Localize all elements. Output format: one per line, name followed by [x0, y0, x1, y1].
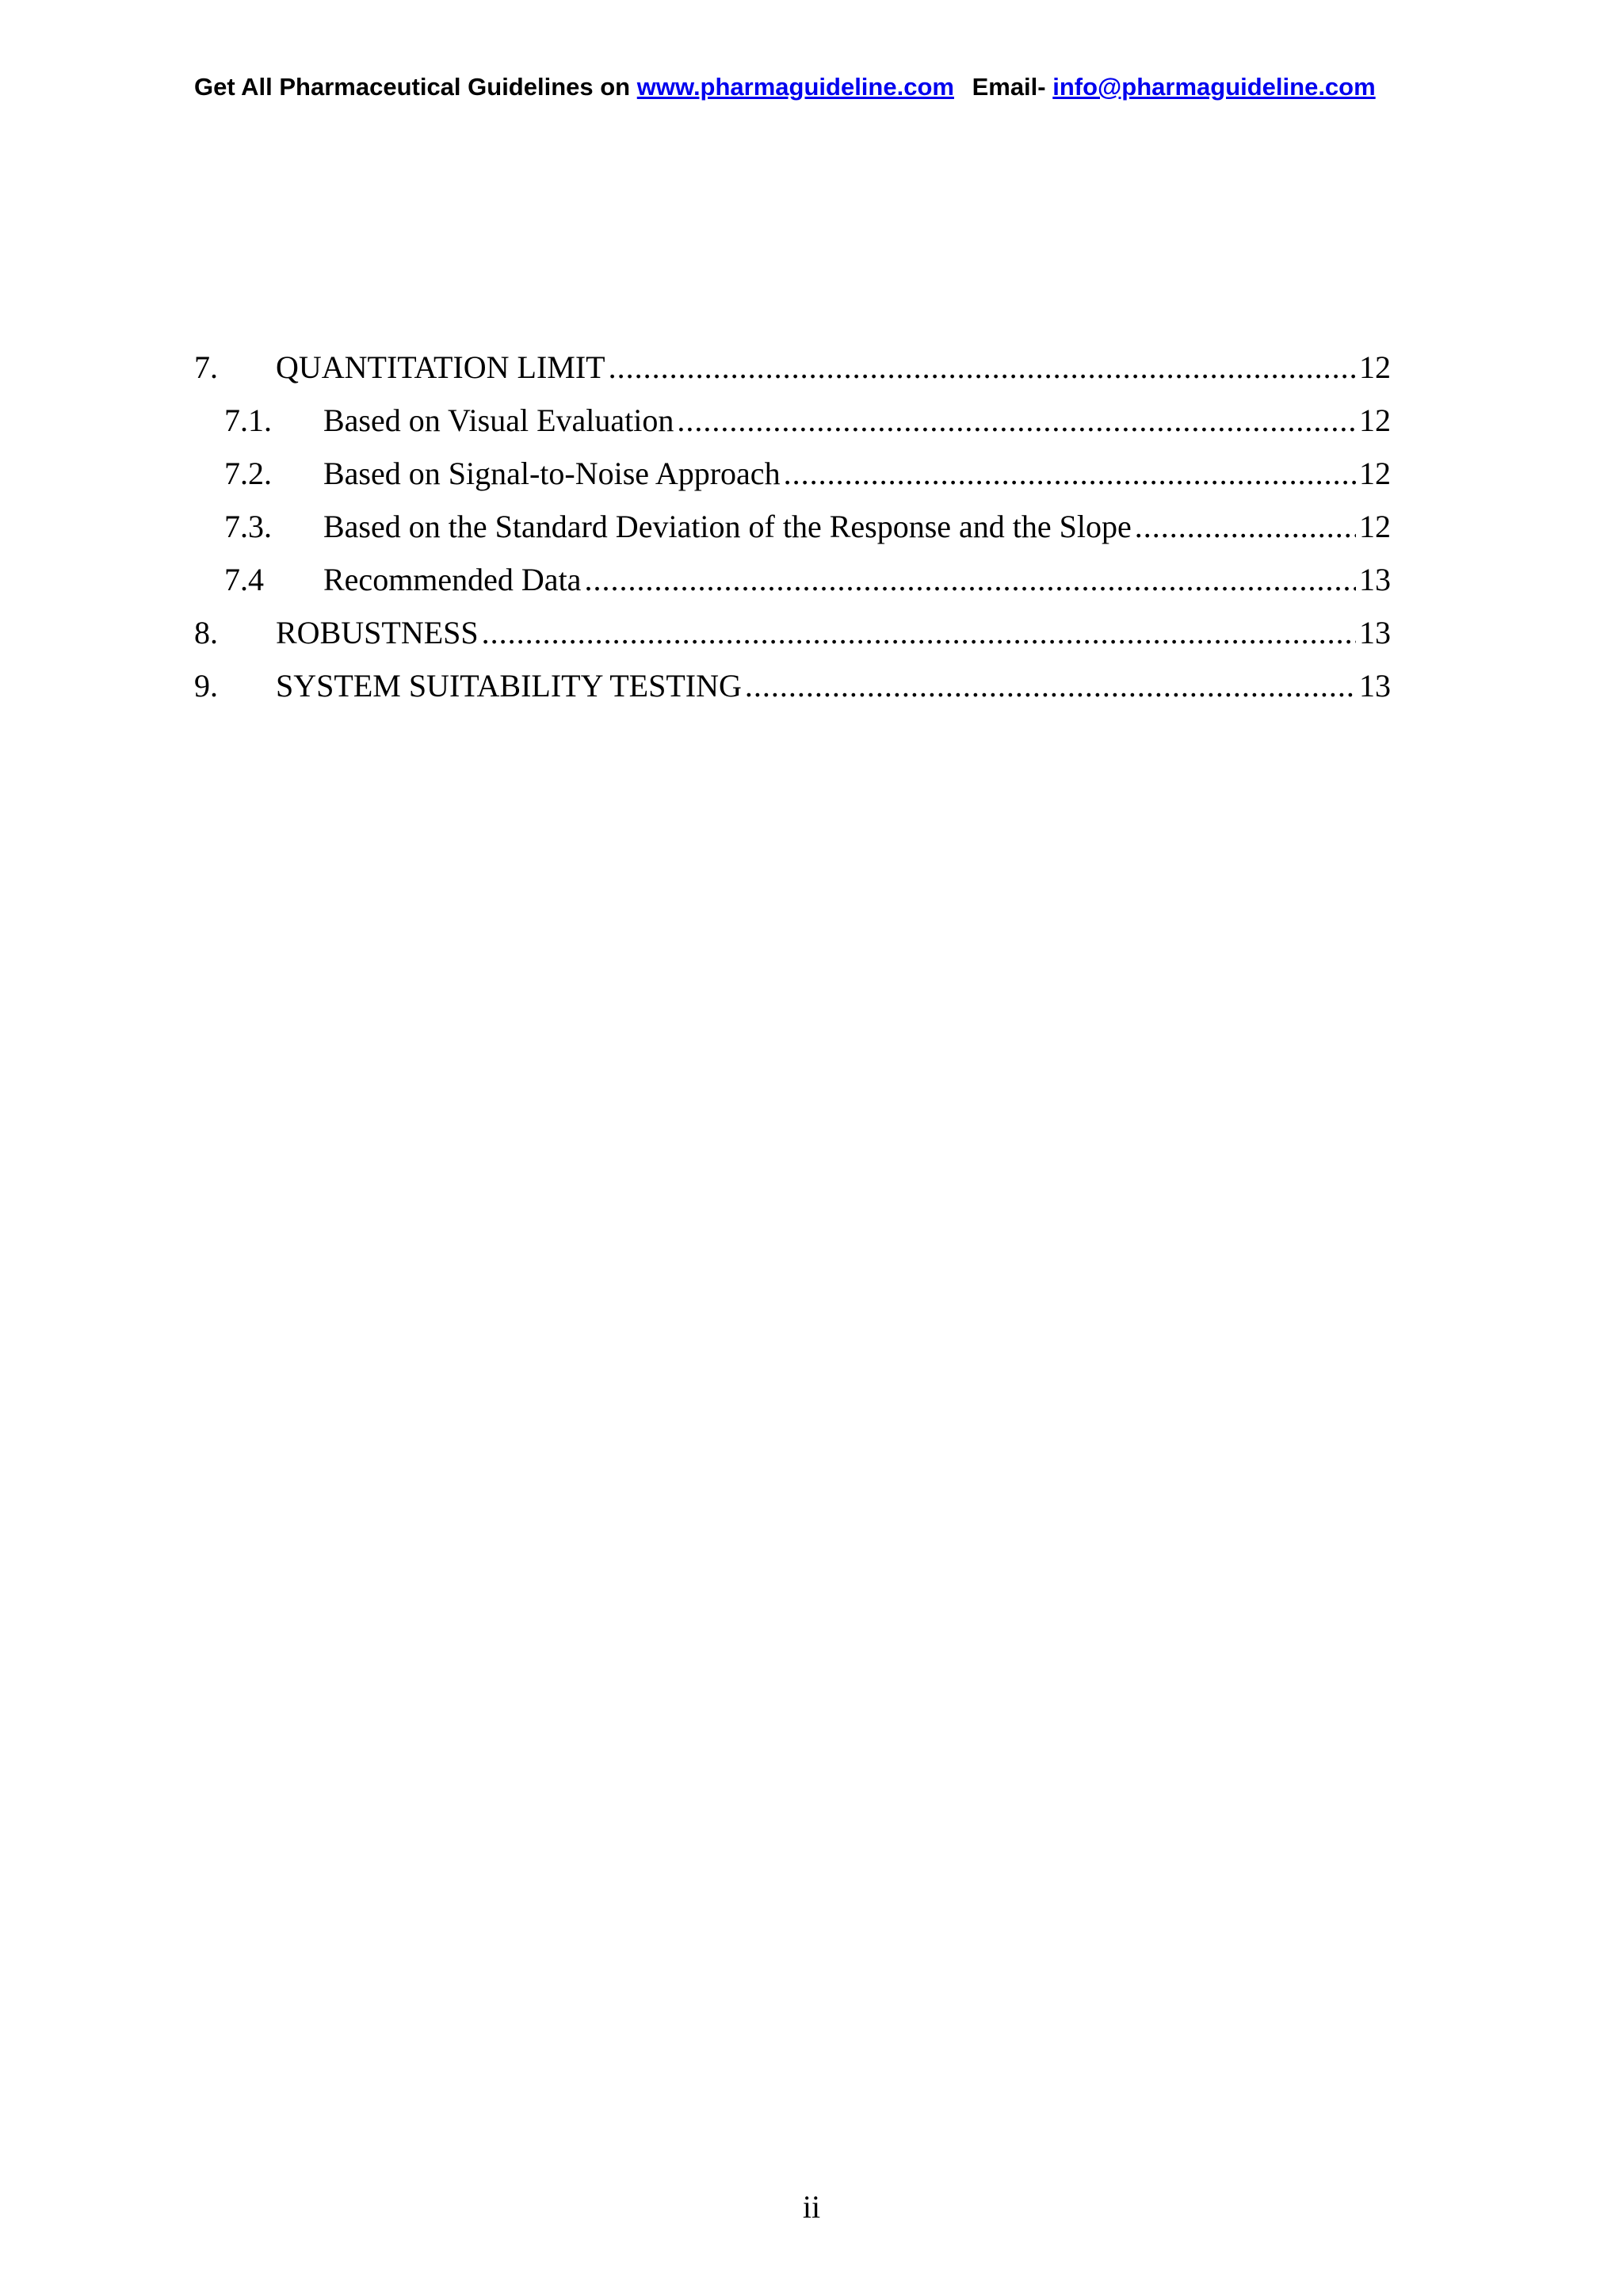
toc-entry-page: 13 — [1359, 668, 1391, 704]
toc-entry-8[interactable] — [194, 614, 1391, 667]
toc-entry-number: 9. — [194, 668, 218, 704]
toc-entry-number: 7.4 — [224, 562, 264, 597]
toc-entry-page: 12 — [1359, 349, 1391, 385]
toc-entry-number: 7.1. — [224, 402, 272, 438]
toc-entry-7-2[interactable] — [194, 455, 1391, 508]
toc-entry-number: 8. — [194, 615, 218, 650]
toc-entry-page: 12 — [1359, 509, 1391, 544]
toc-entry-title: ROBUSTNESS — [276, 615, 479, 650]
toc-entry-title: Based on the Standard Deviation of the Response and the Slope — [323, 509, 1132, 544]
toc-entry-number: 7.3. — [224, 509, 272, 544]
email-label: Email- — [972, 73, 1046, 101]
toc-entry-page: 13 — [1359, 562, 1391, 597]
toc-entry-title: Recommended Data — [323, 562, 582, 597]
toc-entry-7[interactable] — [194, 349, 1391, 402]
table-of-contents — [194, 349, 1391, 720]
toc-entry-page: 12 — [1359, 456, 1391, 491]
toc-entry-9[interactable] — [194, 667, 1391, 720]
header-prefix: Get All Pharmaceutical Guidelines on — [194, 73, 631, 101]
website-link[interactable]: www.pharmaguideline.com — [636, 73, 954, 101]
toc-entry-number: 7. — [194, 349, 218, 385]
toc-leader-dots — [677, 402, 1356, 439]
toc-entry-number: 7.2. — [224, 456, 272, 491]
toc-leader-dots — [1135, 508, 1356, 545]
toc-entry-title: Based on Visual Evaluation — [323, 402, 674, 438]
toc-entry-title: SYSTEM SUITABILITY TESTING — [276, 668, 742, 704]
toc-entry-title: Based on Signal-to-Noise Approach — [323, 456, 781, 491]
toc-leader-dots — [584, 561, 1356, 598]
toc-entry-page: 13 — [1359, 615, 1391, 650]
toc-entry-page: 12 — [1359, 402, 1391, 438]
toc-leader-dots — [745, 667, 1356, 704]
toc-leader-dots — [609, 349, 1356, 386]
toc-leader-dots — [784, 455, 1356, 492]
page-number: ii — [802, 2189, 821, 2225]
toc-entry-7-1[interactable] — [194, 402, 1391, 455]
toc-entry-title: QUANTITATION LIMIT — [276, 349, 605, 385]
page-header — [194, 73, 1376, 101]
toc-leader-dots — [482, 614, 1356, 651]
email-link[interactable]: info@pharmaguideline.com — [1052, 73, 1376, 101]
toc-entry-7-3[interactable] — [194, 508, 1391, 561]
toc-entry-7-4[interactable] — [194, 561, 1391, 614]
